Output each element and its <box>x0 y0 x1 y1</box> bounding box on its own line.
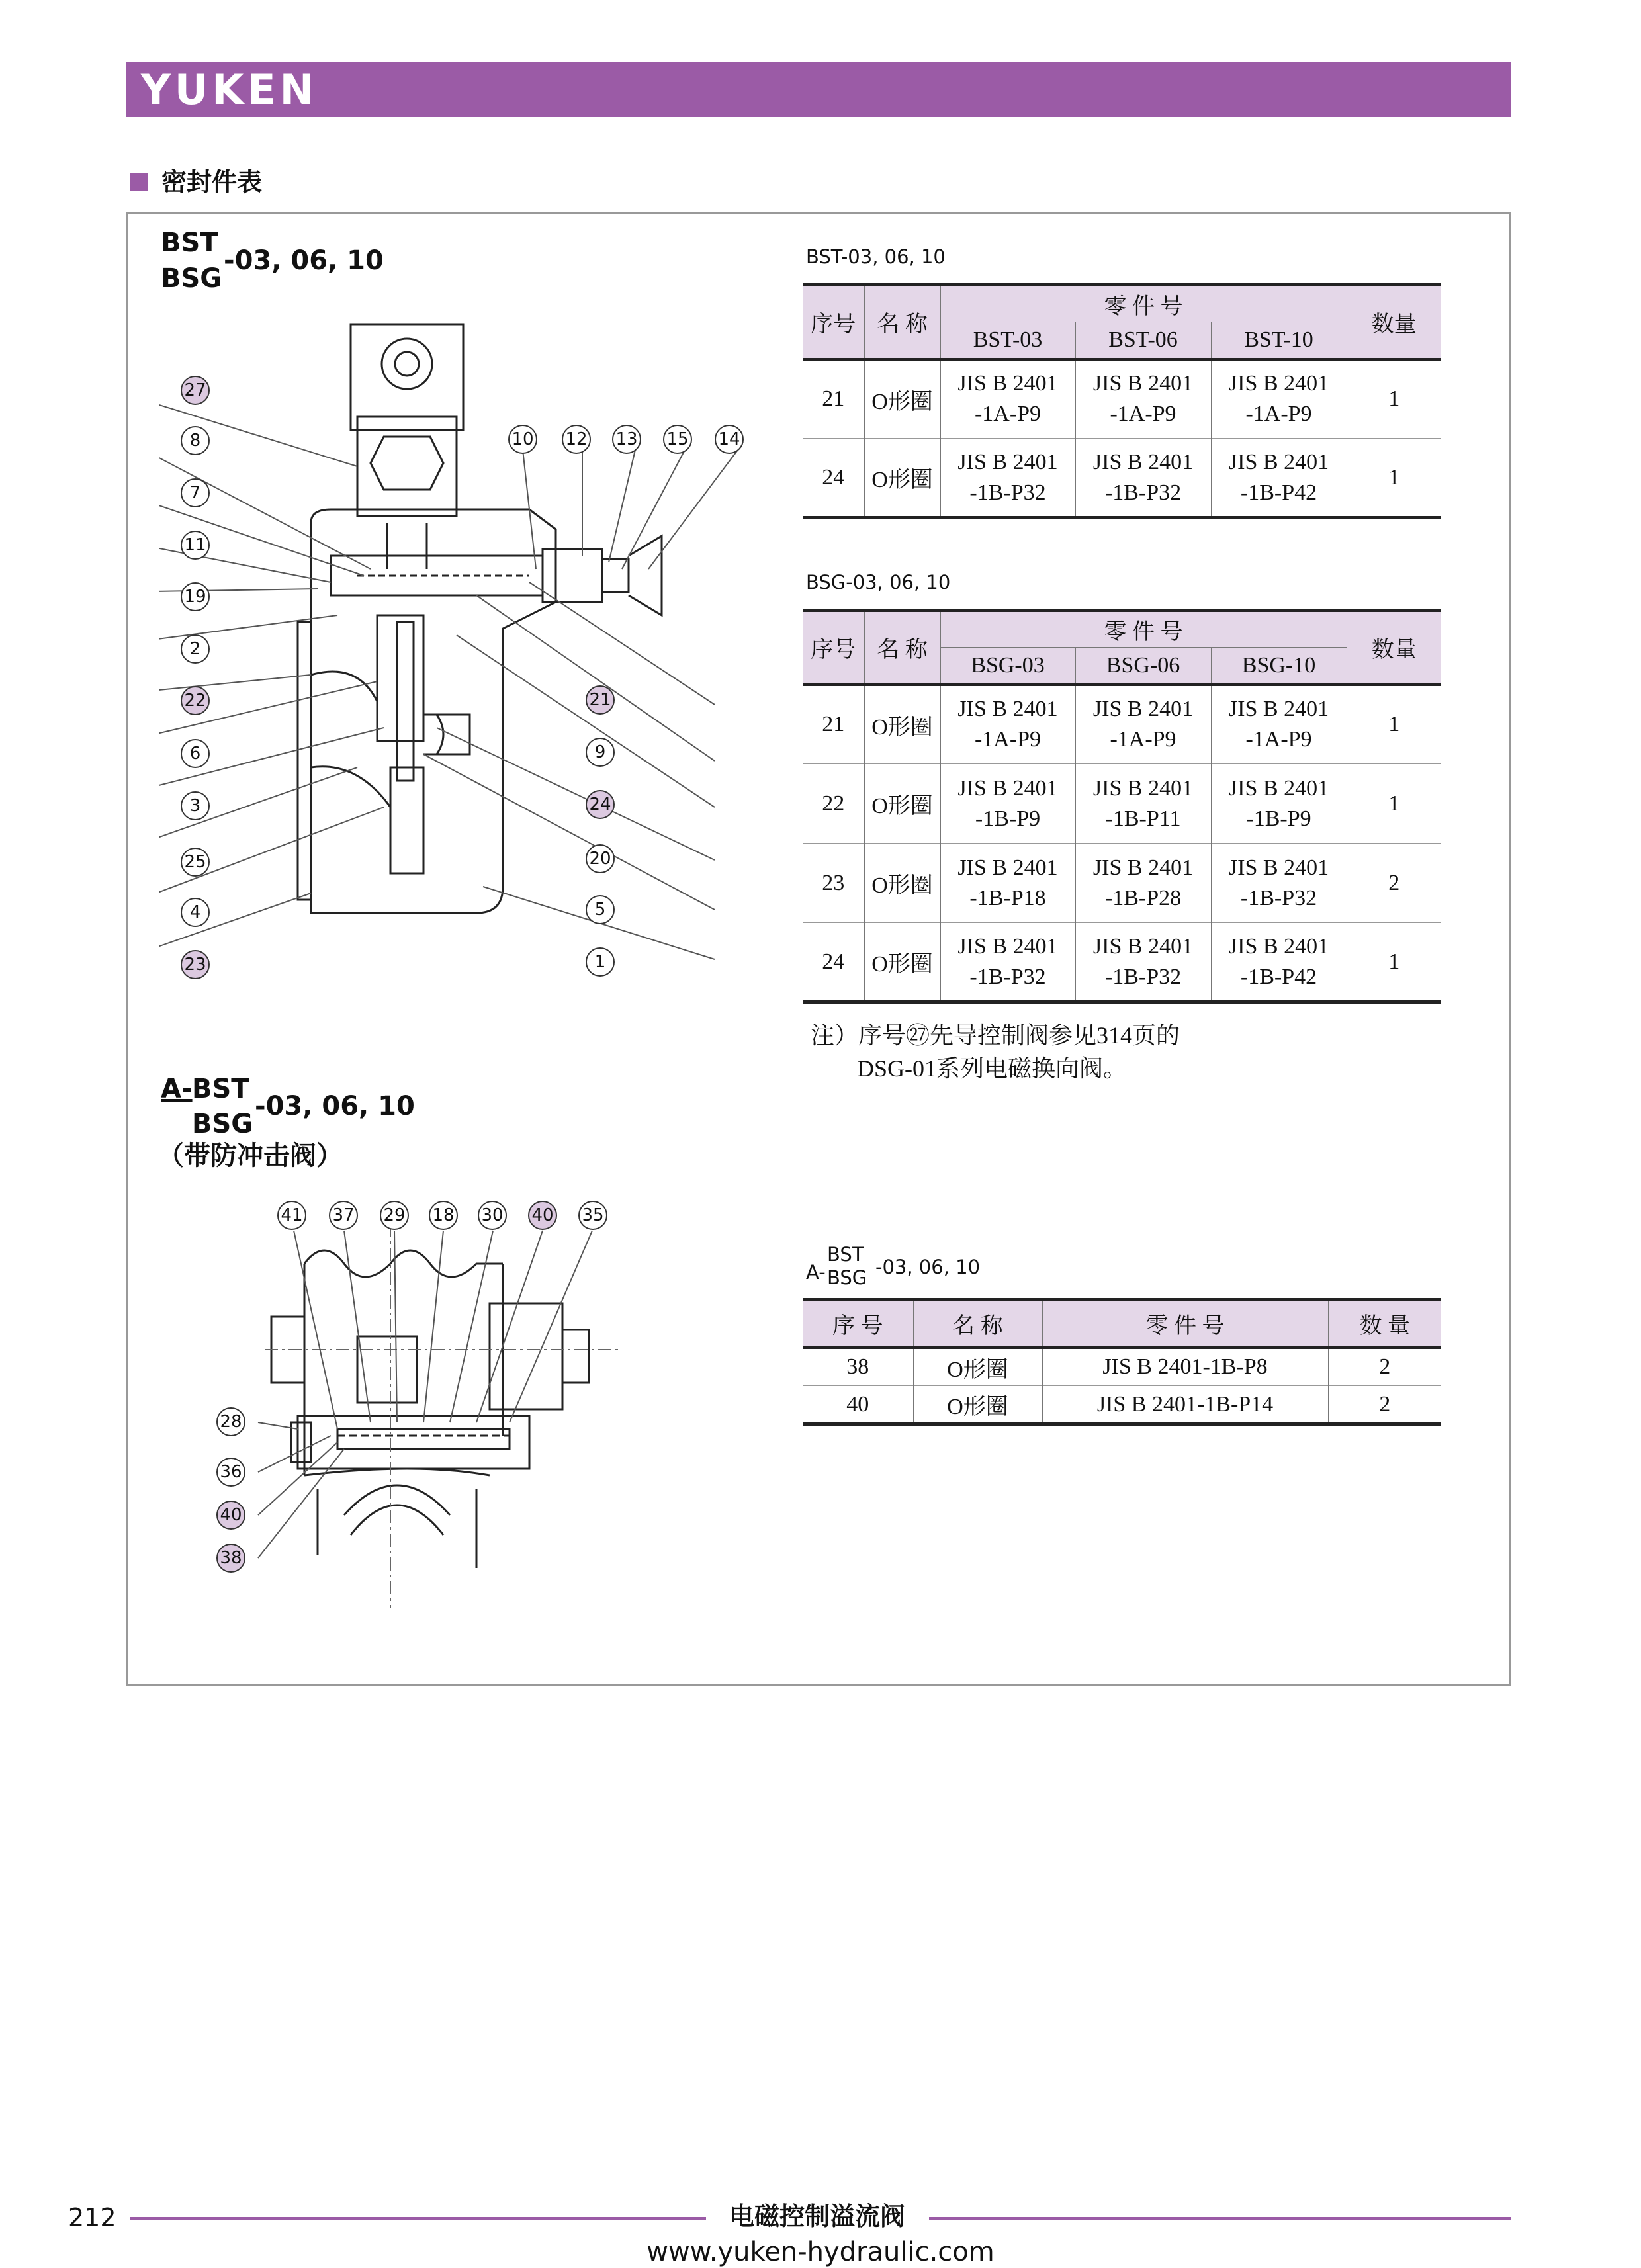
page-number: 212 <box>68 2203 116 2232</box>
note-line-1: 注）序号㉗先导控制阀参见314页的 <box>811 1022 1180 1049</box>
callout-30: 30 <box>478 1201 507 1230</box>
row-part: JIS B 2401-1B-P8 <box>1042 1348 1328 1386</box>
model1-bsg: BSG <box>161 263 222 294</box>
callout-36: 36 <box>216 1458 245 1487</box>
row-no: 22 <box>803 764 864 844</box>
row-part-03: JIS B 2401 -1B-P32 <box>940 439 1075 518</box>
row-qty: 1 <box>1347 764 1441 844</box>
callout-38: 38 <box>216 1544 245 1573</box>
row-name: O形圈 <box>913 1348 1042 1386</box>
a-table-title-suffix: -03, 06, 10 <box>875 1256 981 1278</box>
row-part-10: JIS B 2401 -1B-P42 <box>1211 923 1347 1002</box>
row-name: O形圈 <box>864 439 940 518</box>
callout-1: 1 <box>586 947 615 977</box>
callout-15: 15 <box>663 425 692 454</box>
model2-subtitle: （带防冲击阀） <box>157 1141 343 1171</box>
footer-url[interactable]: www.yuken-hydraulic.com <box>646 2237 995 2267</box>
bsg-h-qty: 数量 <box>1347 611 1441 685</box>
row-no: 21 <box>803 359 864 439</box>
table-row <box>803 439 1441 518</box>
callout-9: 9 <box>586 738 615 767</box>
row-part-06: JIS B 2401 -1B-P28 <box>1075 844 1211 923</box>
bsg-seal-table <box>803 609 1441 1004</box>
bst-h-name: 名 称 <box>864 285 940 359</box>
header-bar <box>126 62 1511 117</box>
callout-25: 25 <box>181 848 210 877</box>
bst-table-title: BST-03, 06, 10 <box>806 245 946 268</box>
row-qty: 1 <box>1347 685 1441 764</box>
bst-sub-03: BST-03 <box>940 322 1075 359</box>
callout-12: 12 <box>562 425 591 454</box>
row-part-10: JIS B 2401 -1B-P32 <box>1211 844 1347 923</box>
anti-shock-valve-drawing <box>199 1224 701 1608</box>
bsg-h-no: 序号 <box>803 611 864 685</box>
a-h-name: 名 称 <box>913 1300 1042 1348</box>
callout-3: 3 <box>181 791 210 820</box>
row-name: O形圈 <box>864 844 940 923</box>
a-h-qty: 数 量 <box>1328 1300 1441 1348</box>
footer-rule-right <box>929 2217 1511 2220</box>
bsg-sub-10: BSG-10 <box>1211 648 1347 685</box>
row-part-03: JIS B 2401 -1A-P9 <box>940 685 1075 764</box>
callout-19: 19 <box>181 582 210 611</box>
row-qty: 2 <box>1328 1386 1441 1424</box>
callout-21: 21 <box>586 685 615 715</box>
model2-bsg: BSG <box>192 1109 253 1139</box>
callout-14: 14 <box>715 425 744 454</box>
bsg-h-name: 名 称 <box>864 611 940 685</box>
bst-h-no: 序号 <box>803 285 864 359</box>
footer-title: 电磁控制溢流阀 <box>729 2202 905 2231</box>
bsg-h-part: 零 件 号 <box>940 611 1347 648</box>
callout-40b: 40 <box>216 1501 245 1530</box>
model1-bst: BST <box>161 228 218 258</box>
row-no: 38 <box>803 1348 913 1386</box>
note-line-2: DSG-01系列电磁换向阀。 <box>857 1055 1128 1082</box>
row-part-03: JIS B 2401 -1A-P9 <box>940 359 1075 439</box>
table-row <box>803 1386 1441 1424</box>
bst-sub-06: BST-06 <box>1075 322 1211 359</box>
row-no: 24 <box>803 923 864 1002</box>
row-qty: 2 <box>1347 844 1441 923</box>
a-table-title-bsg: BSG <box>827 1266 867 1289</box>
row-name: O形圈 <box>864 764 940 844</box>
callout-13: 13 <box>612 425 641 454</box>
note <box>811 1019 1180 1085</box>
callout-29: 29 <box>380 1201 409 1230</box>
callout-35: 35 <box>578 1201 607 1230</box>
row-name: O形圈 <box>913 1386 1042 1424</box>
row-part-10: JIS B 2401 -1B-P42 <box>1211 439 1347 518</box>
callout-28: 28 <box>216 1407 245 1436</box>
row-part-10: JIS B 2401 -1B-P9 <box>1211 764 1347 844</box>
valve-section-drawing <box>159 304 754 999</box>
row-part-06: JIS B 2401 -1B-P32 <box>1075 439 1211 518</box>
row-part-03: JIS B 2401 -1B-P32 <box>940 923 1075 1002</box>
callout-2: 2 <box>181 634 210 664</box>
callout-22: 22 <box>181 686 210 715</box>
row-no: 23 <box>803 844 864 923</box>
table-row <box>803 359 1441 439</box>
row-part-10: JIS B 2401 -1A-P9 <box>1211 685 1347 764</box>
callout-24: 24 <box>586 790 615 819</box>
callout-20: 20 <box>586 844 615 873</box>
callout-10: 10 <box>508 425 537 454</box>
callout-18: 18 <box>429 1201 458 1230</box>
anti-shock-seal-table <box>803 1298 1441 1426</box>
yuken-logo: YUKEN <box>141 65 318 114</box>
table-row <box>803 923 1441 1002</box>
row-name: O形圈 <box>864 359 940 439</box>
table-row <box>803 764 1441 844</box>
row-part-03: JIS B 2401 -1B-P9 <box>940 764 1075 844</box>
row-name: O形圈 <box>864 923 940 1002</box>
row-qty: 1 <box>1347 923 1441 1002</box>
row-part-10: JIS B 2401 -1A-P9 <box>1211 359 1347 439</box>
row-name: O形圈 <box>864 685 940 764</box>
row-part-03: JIS B 2401 -1B-P18 <box>940 844 1075 923</box>
a-table-title-bst: BST <box>827 1243 864 1266</box>
model2-prefix: A- <box>161 1074 193 1104</box>
a-h-part: 零 件 号 <box>1042 1300 1328 1348</box>
callout-6: 6 <box>181 739 210 768</box>
bsg-sub-03: BSG-03 <box>940 648 1075 685</box>
bst-seal-table <box>803 283 1441 519</box>
row-part-06: JIS B 2401 -1A-P9 <box>1075 685 1211 764</box>
row-qty: 1 <box>1347 359 1441 439</box>
table-row <box>803 844 1441 923</box>
row-no: 21 <box>803 685 864 764</box>
callout-11: 11 <box>181 531 210 560</box>
callout-7: 7 <box>181 478 210 507</box>
callout-37: 37 <box>329 1201 358 1230</box>
row-part: JIS B 2401-1B-P14 <box>1042 1386 1328 1424</box>
row-qty: 2 <box>1328 1348 1441 1386</box>
a-table-title-prefix: A- <box>806 1261 826 1284</box>
section-marker <box>130 173 148 191</box>
row-no: 24 <box>803 439 864 518</box>
row-no: 40 <box>803 1386 913 1424</box>
callout-41: 41 <box>277 1201 306 1230</box>
row-part-06: JIS B 2401 -1A-P9 <box>1075 359 1211 439</box>
callout-23: 23 <box>181 950 210 979</box>
table-row <box>803 1348 1441 1386</box>
model2-bst: BST <box>192 1074 249 1104</box>
model1-suffix: -03, 06, 10 <box>224 245 384 276</box>
bsg-table-title: BSG-03, 06, 10 <box>806 571 951 593</box>
a-h-no: 序 号 <box>803 1300 913 1348</box>
footer-rule-left <box>130 2217 706 2220</box>
callout-4: 4 <box>181 898 210 927</box>
callout-40: 40 <box>528 1201 557 1230</box>
bst-h-qty: 数量 <box>1347 285 1441 359</box>
bst-sub-10: BST-10 <box>1211 322 1347 359</box>
callout-5: 5 <box>586 895 615 924</box>
row-part-06: JIS B 2401 -1B-P11 <box>1075 764 1211 844</box>
bst-h-part: 零 件 号 <box>940 285 1347 322</box>
row-part-06: JIS B 2401 -1B-P32 <box>1075 923 1211 1002</box>
bsg-sub-06: BSG-06 <box>1075 648 1211 685</box>
callout-27: 27 <box>181 376 210 405</box>
callout-8: 8 <box>181 426 210 455</box>
model2-suffix: -03, 06, 10 <box>255 1091 415 1121</box>
section-title: 密封件表 <box>161 167 263 196</box>
row-qty: 1 <box>1347 439 1441 518</box>
table-row <box>803 685 1441 764</box>
